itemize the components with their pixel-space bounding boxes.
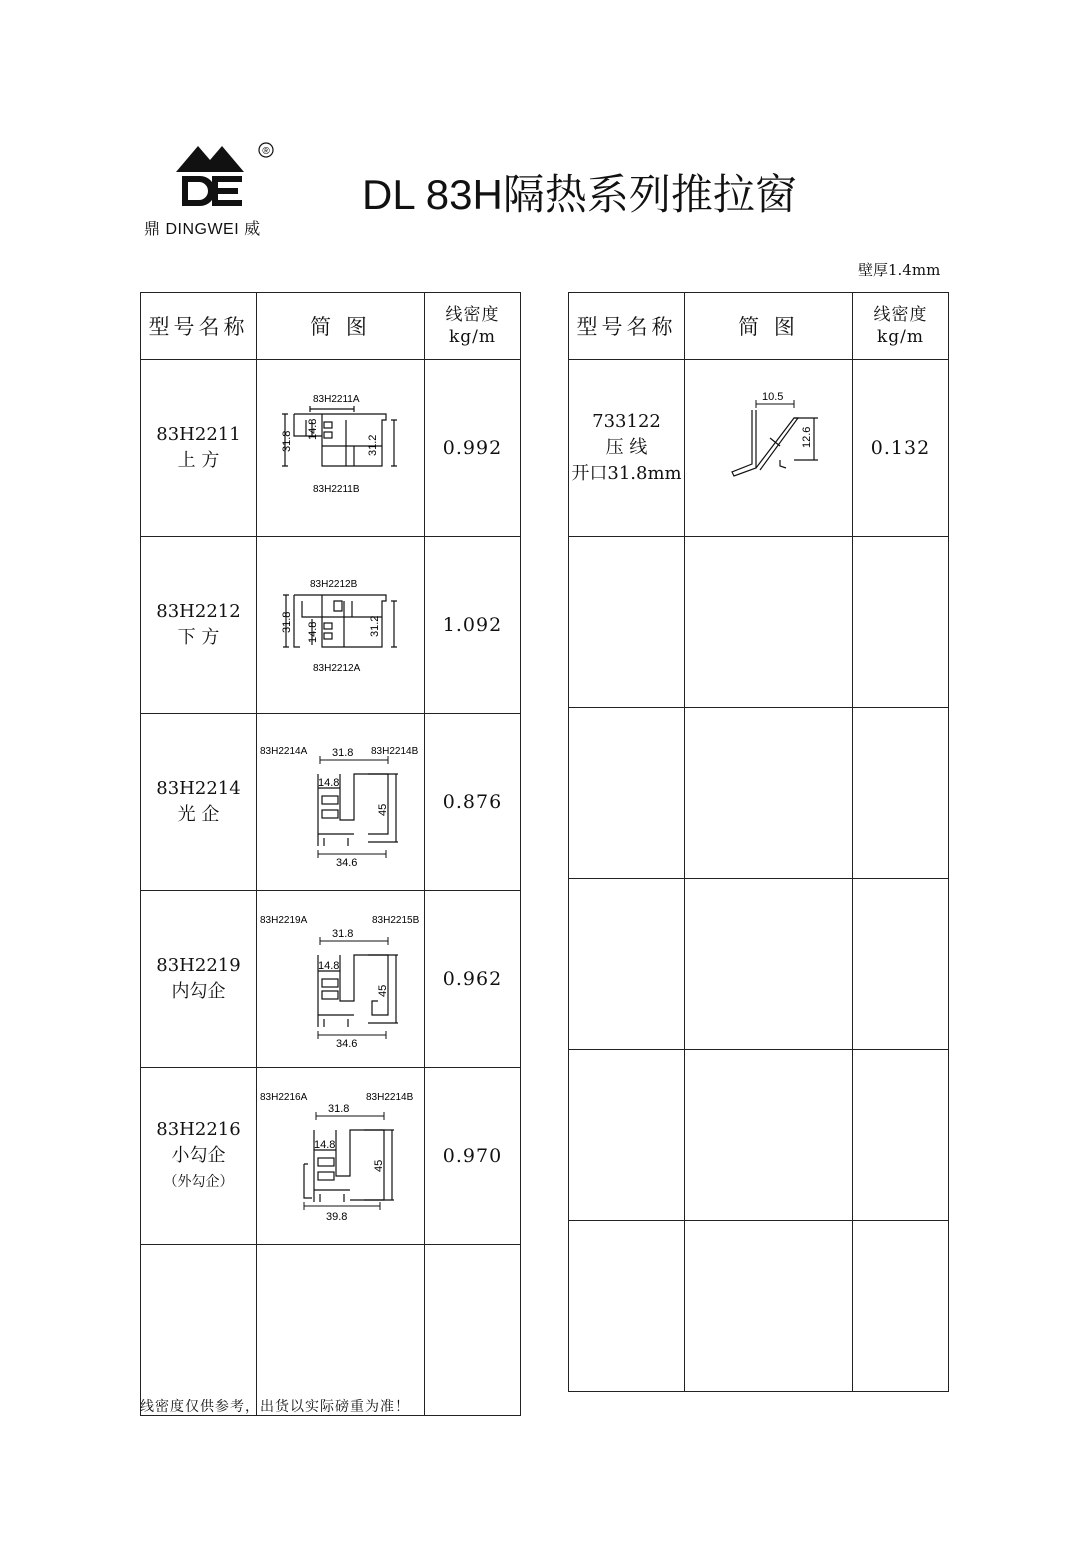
- svg-text:31.2: 31.2: [366, 434, 379, 456]
- svg-text:83H2212B: 83H2212B: [309, 579, 357, 590]
- svg-text:34.6: 34.6: [335, 1038, 357, 1050]
- company-logo: [142, 140, 282, 240]
- table-row: [569, 360, 949, 537]
- empty-cell: [569, 537, 685, 708]
- table-row-empty: [569, 708, 949, 879]
- right-spec-table: [568, 292, 949, 1392]
- model-cell: [141, 891, 257, 1068]
- profile-drawing-83H2212: [258, 537, 424, 705]
- svg-text:12.6: 12.6: [800, 426, 813, 448]
- wall-thickness: 壁厚1.4mm: [858, 261, 941, 279]
- svg-text:31.8: 31.8: [327, 1103, 349, 1115]
- svg-text:83H2211A: 83H2211A: [312, 394, 360, 405]
- header-drawing: 简 图: [257, 293, 425, 360]
- model-name: 上 方: [177, 450, 220, 471]
- model-code: 83H2216: [156, 1119, 241, 1140]
- model-code: 733122: [592, 411, 661, 432]
- model-cell: [141, 360, 257, 537]
- left-spec-table: [140, 292, 521, 1416]
- svg-text:83H2214B: 83H2214B: [370, 746, 418, 757]
- table-row-empty: [141, 1245, 521, 1416]
- empty-cell: [141, 1245, 257, 1416]
- svg-text:31.8: 31.8: [280, 611, 293, 633]
- table-row: [141, 714, 521, 891]
- svg-text:14.8: 14.8: [306, 418, 319, 440]
- header-density: 线密度 kg/m: [425, 293, 521, 360]
- model-code: 83H2212: [156, 601, 241, 622]
- svg-text:31.8: 31.8: [331, 747, 353, 759]
- svg-text:45: 45: [372, 1159, 385, 1172]
- empty-cell: [853, 879, 949, 1050]
- empty-cell: [685, 1050, 853, 1221]
- table-header: [569, 293, 949, 360]
- drawing-cell: [257, 360, 425, 537]
- svg-text:83H2219A: 83H2219A: [259, 915, 307, 926]
- profile-drawing-83H2214: [258, 714, 424, 882]
- table-row: [141, 360, 521, 537]
- header-model: 型号名称: [569, 293, 685, 360]
- svg-text:31.2: 31.2: [368, 615, 381, 637]
- table-row-empty: [569, 537, 949, 708]
- svg-text:83H2214B: 83H2214B: [365, 1092, 413, 1103]
- empty-cell: [853, 1050, 949, 1221]
- dingwei-logo-icon: [142, 140, 282, 220]
- model-note: （外勾企）: [163, 1174, 234, 1190]
- svg-text:83H2211B: 83H2211B: [312, 484, 360, 495]
- brand-name: 鼎 DINGWEI 威: [144, 221, 261, 238]
- svg-text:14.8: 14.8: [317, 777, 339, 789]
- empty-cell: [569, 708, 685, 879]
- model-code: 83H2211: [156, 424, 241, 445]
- model-name: 小勾企: [171, 1145, 226, 1166]
- drawing-cell: [257, 891, 425, 1068]
- empty-cell: [425, 1245, 521, 1416]
- profile-drawing-83H2216: [258, 1068, 424, 1236]
- svg-text:31.8: 31.8: [280, 430, 293, 452]
- table-header: [141, 293, 521, 360]
- header-model: 型号名称: [141, 293, 257, 360]
- empty-cell: [685, 708, 853, 879]
- drawing-cell: [257, 714, 425, 891]
- table-row: [141, 537, 521, 714]
- density-value: 0.970: [425, 1068, 521, 1245]
- svg-text:45: 45: [376, 984, 389, 997]
- svg-text:39.8: 39.8: [325, 1211, 347, 1223]
- empty-cell: [685, 1221, 853, 1392]
- model-code: 83H2219: [156, 955, 241, 976]
- table-row: [141, 891, 521, 1068]
- model-cell: [141, 537, 257, 714]
- empty-cell: [685, 537, 853, 708]
- empty-cell: [853, 708, 949, 879]
- density-value: 0.992: [425, 360, 521, 537]
- model-name: 下 方: [177, 627, 220, 648]
- drawing-cell: [257, 1068, 425, 1245]
- empty-cell: [569, 879, 685, 1050]
- svg-text:14.8: 14.8: [317, 960, 339, 972]
- density-value: 0.962: [425, 891, 521, 1068]
- svg-text:83H2212A: 83H2212A: [312, 663, 360, 674]
- svg-text:45: 45: [376, 803, 389, 816]
- model-name: 内勾企: [171, 981, 226, 1002]
- model-cell: [141, 1068, 257, 1245]
- footer-note: 线密度仅供参考，出货以实际磅重为准！: [140, 1399, 410, 1415]
- model-cell: [141, 714, 257, 891]
- empty-cell: [853, 537, 949, 708]
- drawing-cell: [257, 537, 425, 714]
- svg-text:14.8: 14.8: [313, 1139, 335, 1151]
- header-drawing: 简 图: [685, 293, 853, 360]
- svg-text:34.6: 34.6: [335, 857, 357, 869]
- drawing-cell: [685, 360, 853, 537]
- header-density: 线密度 kg/m: [853, 293, 949, 360]
- model-name: 光 企: [177, 804, 220, 825]
- model-note: 开口31.8mm: [571, 463, 682, 484]
- empty-cell: [685, 879, 853, 1050]
- empty-cell: [569, 1221, 685, 1392]
- model-code: 83H2214: [156, 778, 241, 799]
- table-row-empty: [569, 1050, 949, 1221]
- svg-text:83H2215B: 83H2215B: [371, 915, 419, 926]
- table-row: [141, 1068, 521, 1245]
- profile-drawing-83H2211: [258, 360, 424, 528]
- profile-drawing-83H2219: [258, 891, 424, 1059]
- page-title: DL 83H隔热系列推拉窗: [362, 171, 797, 218]
- table-row-empty: [569, 879, 949, 1050]
- empty-cell: [853, 1221, 949, 1392]
- svg-text:14.8: 14.8: [306, 621, 319, 643]
- table-row-empty: [569, 1221, 949, 1392]
- density-value: 1.092: [425, 537, 521, 714]
- svg-text:31.8: 31.8: [331, 928, 353, 940]
- empty-cell: [569, 1050, 685, 1221]
- svg-text:83H2216A: 83H2216A: [259, 1092, 307, 1103]
- svg-text:83H2214A: 83H2214A: [259, 746, 307, 757]
- density-value: 0.876: [425, 714, 521, 891]
- profile-drawing-733122: [686, 360, 852, 528]
- model-name: 压 线: [605, 437, 648, 458]
- empty-cell: [257, 1245, 425, 1416]
- model-cell: [569, 360, 685, 537]
- svg-text:10.5: 10.5: [761, 391, 783, 403]
- density-value: 0.132: [853, 360, 949, 537]
- svg-text:®: ®: [262, 146, 270, 157]
